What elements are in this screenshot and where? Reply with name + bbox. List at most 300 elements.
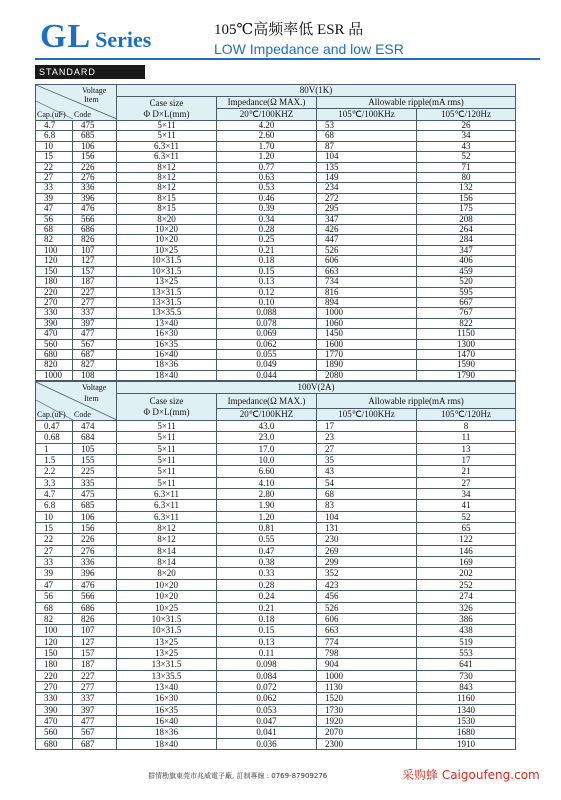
table-row [36,318,516,328]
table-row [36,266,516,276]
ripple-100khz-cell: 234 [317,183,417,193]
ripple-100khz-cell: 606 [317,613,417,624]
impedance-cell: 6.60 [217,466,317,477]
ripple-120hz-cell: 347 [417,245,516,255]
ripple-header: Allowable ripple(mA rms) [317,394,516,409]
case-size-cell: 10×25 [117,245,217,255]
case-size-cell: 8×12 [117,523,217,534]
code-cell: 685 [73,500,117,511]
ripple-120hz-cell: 1300 [417,339,516,349]
table-row [36,235,516,245]
ripple-120hz-cell: 27 [417,477,516,488]
cap-value-cell: 2.2 [36,466,73,477]
code-cell: 396 [73,568,117,579]
table-row [36,625,516,636]
impedance-cell: 0.047 [217,715,317,726]
impedance-cell: 0.24 [217,591,317,602]
ripple-100khz-cell: 904 [317,659,417,670]
ripple-120hz-cell: 459 [417,266,516,276]
table-row [36,693,516,704]
table-row [36,443,516,454]
ripple-120hz-cell: 1680 [417,727,516,738]
ripple-100khz-cell: 456 [317,591,417,602]
impedance-cell: 10.0 [217,455,317,466]
impedance-cell: 0.041 [217,727,317,738]
ripple-120hz-cell: 730 [417,670,516,681]
impedance-cell: 0.10 [217,297,317,307]
impedance-cell: 0.34 [217,214,317,224]
ripple-120hz-cell: 641 [417,659,516,670]
cap-value-cell: 39 [36,193,73,203]
ripple-condition-120hz: 105℃/120Hz [417,409,516,421]
impedance-cell: 0.28 [217,225,317,235]
brand-logo [40,18,151,56]
impedance-cell: 0.088 [217,308,317,318]
cap-value-cell: 27 [36,173,73,183]
table-row [36,704,516,715]
code-cell: 108 [73,370,117,380]
code-cell: 106 [73,511,117,522]
case-size-cell: 8×12 [117,173,217,183]
impedance-cell: 0.47 [217,545,317,556]
case-size-cell: 5×11 [117,455,217,466]
impedance-cell: 0.55 [217,534,317,545]
ripple-120hz-cell: 52 [417,152,516,162]
ripple-120hz-cell: 175 [417,204,516,214]
code-cell: 107 [73,625,117,636]
cap-value-cell: 15 [36,523,73,534]
impedance-cell: 23.0 [217,432,317,443]
cap-value-cell: 560 [36,339,73,349]
table-row [36,738,516,749]
code-cell: 474 [73,421,117,432]
code-cell: 686 [73,602,117,613]
impedance-cell: 0.13 [217,277,317,287]
impedance-cell: 0.28 [217,579,317,590]
table-row [36,183,516,193]
case-size-cell: 8×14 [117,545,217,556]
ripple-120hz-cell: 41 [417,500,516,511]
table-row [36,602,516,613]
table-row [36,256,516,266]
ripple-100khz-cell: 87 [317,141,417,151]
ripple-120hz-cell: 274 [417,591,516,602]
ripple-100khz-cell: 894 [317,297,417,307]
table-row [36,370,516,380]
impedance-cell: 1.20 [217,152,317,162]
cap-value-cell: 330 [36,308,73,318]
case-size-cell: 5×11 [117,121,217,131]
code-cell: 107 [73,245,117,255]
ripple-100khz-cell: 1920 [317,715,417,726]
impedance-cell: 43.0 [217,421,317,432]
ripple-100khz-cell: 426 [317,225,417,235]
section-label: STANDARD [35,65,145,79]
ripple-100khz-cell: 1000 [317,670,417,681]
code-cell: 187 [73,277,117,287]
corner-voltage: Voltage [82,86,107,95]
table-row [36,421,516,432]
cap-value-cell: 220 [36,287,73,297]
ripple-100khz-cell: 352 [317,568,417,579]
ripple-100khz-cell: 54 [317,477,417,488]
ripple-100khz-cell: 104 [317,511,417,522]
impedance-cell: 0.078 [217,318,317,328]
cap-value-cell: 100 [36,245,73,255]
cap-value-cell: 680 [36,738,73,749]
ripple-100khz-cell: 295 [317,204,417,214]
ripple-120hz-cell: 843 [417,681,516,692]
cap-value-cell: 150 [36,266,73,276]
case-size-cell: 8×12 [117,534,217,545]
ripple-100khz-cell: 1060 [317,318,417,328]
cap-value-cell: 4.7 [36,121,73,131]
impedance-cell: 0.084 [217,670,317,681]
ripple-condition-100khz: 105℃/100KHz [317,109,417,121]
case-size-cell: 10×31.5 [117,613,217,624]
case-size-cell: 13×40 [117,318,217,328]
code-cell: 687 [73,349,117,359]
ripple-100khz-cell: 526 [317,602,417,613]
table-row [36,636,516,647]
case-size-cell: 6.3×11 [117,152,217,162]
ripple-120hz-cell: 326 [417,602,516,613]
impedance-cell: 0.12 [217,287,317,297]
case-size-cell: 13×31.5 [117,659,217,670]
ripple-100khz-cell: 347 [317,214,417,224]
table-row [36,455,516,466]
ripple-condition-100khz: 105℃/100KHz [317,409,417,421]
case-size-cell: 18×36 [117,360,217,370]
cap-value-cell: 560 [36,727,73,738]
code-cell: 686 [73,225,117,235]
ripple-100khz-cell: 774 [317,636,417,647]
ripple-100khz-cell: 104 [317,152,417,162]
cap-value-cell: 82 [36,235,73,245]
impedance-cell: 0.15 [217,625,317,636]
case-size-header [117,97,217,121]
table-row [36,329,516,339]
code-cell: 687 [73,738,117,749]
impedance-condition: 20℃/100KHZ [217,109,317,121]
table-row [36,681,516,692]
code-cell: 475 [73,489,117,500]
table-row [36,613,516,624]
code-cell: 155 [73,455,117,466]
ripple-120hz-cell: 1910 [417,738,516,749]
ripple-100khz-cell: 135 [317,162,417,172]
impedance-cell: 0.39 [217,204,317,214]
ripple-100khz-cell: 1890 [317,360,417,370]
ripple-condition-120hz: 105℃/120Hz [417,109,516,121]
cap-value-cell: 68 [36,225,73,235]
ripple-100khz-cell: 83 [317,500,417,511]
ripple-120hz-cell: 406 [417,256,516,266]
ripple-120hz-cell: 34 [417,489,516,500]
table-row [36,214,516,224]
ripple-120hz-cell: 17 [417,455,516,466]
table-row [36,534,516,545]
ripple-100khz-cell: 35 [317,455,417,466]
code-cell: 826 [73,235,117,245]
case-size-cell: 16×30 [117,693,217,704]
code-cell: 396 [73,193,117,203]
code-cell: 226 [73,534,117,545]
code-cell: 276 [73,173,117,183]
cap-value-cell: 47 [36,579,73,590]
code-cell: 567 [73,727,117,738]
impedance-cell: 0.055 [217,349,317,359]
code-cell: 477 [73,715,117,726]
ripple-120hz-cell: 1530 [417,715,516,726]
ripple-120hz-cell: 52 [417,511,516,522]
ripple-100khz-cell: 149 [317,173,417,183]
case-size-cell: 13×31.5 [117,287,217,297]
impedance-cell: 0.21 [217,602,317,613]
cap-value-cell: 1000 [36,370,73,380]
corner-voltage: Voltage [82,383,107,392]
ripple-100khz-cell: 1730 [317,704,417,715]
cap-value-cell: 270 [36,681,73,692]
title-cn: 105℃高频率低 ESR 品 [214,22,364,38]
cap-value-cell: 6.8 [36,131,73,141]
ripple-100khz-cell: 606 [317,256,417,266]
table-row [36,349,516,359]
ripple-120hz-cell: 520 [417,277,516,287]
table-row [36,647,516,658]
case-size-cell: 16×40 [117,715,217,726]
cap-value-cell: 100 [36,625,73,636]
ripple-120hz-cell: 822 [417,318,516,328]
case-size-unit: Φ D×L(mm) [143,407,190,417]
impedance-cell: 0.13 [217,636,317,647]
table-row [36,659,516,670]
case-size-cell: 13×35.5 [117,308,217,318]
impedance-header: Impedance(Ω MAX.) [217,97,317,109]
table-row [36,162,516,172]
ripple-120hz-cell: 386 [417,613,516,624]
ripple-120hz-cell: 202 [417,568,516,579]
table-row [36,511,516,522]
case-size-cell: 10×31.5 [117,266,217,276]
table-row [36,245,516,255]
impedance-cell: 0.38 [217,557,317,568]
ripple-120hz-cell: 43 [417,141,516,151]
cap-value-cell: 220 [36,670,73,681]
footer-contact: 群情勘旗東莞市兆威電子廠, 訂制專線 : 0769-87909276 [148,772,328,780]
ripple-120hz-cell: 71 [417,162,516,172]
code-cell: 157 [73,647,117,658]
ripple-120hz-cell: 767 [417,308,516,318]
ripple-120hz-cell: 34 [417,131,516,141]
cap-value-cell: 270 [36,297,73,307]
code-cell: 566 [73,214,117,224]
impedance-cell: 1.90 [217,500,317,511]
ripple-header: Allowable ripple(mA rms) [317,97,516,109]
code-cell: 127 [73,256,117,266]
impedance-cell: 4.20 [217,121,317,131]
impedance-cell: 0.036 [217,738,317,749]
case-size-cell: 18×40 [117,370,217,380]
case-size-cell: 13×25 [117,636,217,647]
cap-value-cell: 22 [36,162,73,172]
voltage-header: 100V(2A) [117,382,516,394]
ripple-120hz-cell: 1790 [417,370,516,380]
ripple-100khz-cell: 1770 [317,349,417,359]
impedance-cell: 0.53 [217,183,317,193]
code-cell: 827 [73,360,117,370]
case-size-cell: 5×11 [117,443,217,454]
cap-value-cell: 33 [36,557,73,568]
case-size-cell: 10×20 [117,579,217,590]
table-row [36,360,516,370]
ripple-100khz-cell: 230 [317,534,417,545]
case-size-cell: 13×25 [117,277,217,287]
table-row [36,670,516,681]
ripple-100khz-cell: 2080 [317,370,417,380]
case-size-cell: 16×35 [117,339,217,349]
ripple-120hz-cell: 208 [417,214,516,224]
code-cell: 187 [73,659,117,670]
code-cell: 277 [73,297,117,307]
ripple-120hz-cell: 80 [417,173,516,183]
case-size-cell: 8×12 [117,183,217,193]
corner-item: Item [84,95,99,104]
case-size-cell: 6.3×11 [117,500,217,511]
ripple-100khz-cell: 816 [317,287,417,297]
ripple-100khz-cell: 53 [317,121,417,131]
ripple-120hz-cell: 264 [417,225,516,235]
cap-value-cell: 820 [36,360,73,370]
impedance-cell: 0.062 [217,693,317,704]
case-size-cell: 6.3×11 [117,141,217,151]
case-size-cell: 13×40 [117,681,217,692]
impedance-cell: 0.072 [217,681,317,692]
code-cell: 337 [73,693,117,704]
table-row [36,225,516,235]
header-titles [214,18,404,57]
ripple-120hz-cell: 252 [417,579,516,590]
table-row [36,489,516,500]
ripple-120hz-cell: 595 [417,287,516,297]
case-size-cell: 5×11 [117,131,217,141]
case-size-cell: 16×35 [117,704,217,715]
ripple-120hz-cell: 1340 [417,704,516,715]
cap-value-cell: 0.68 [36,432,73,443]
ripple-120hz-cell: 8 [417,421,516,432]
ripple-100khz-cell: 663 [317,266,417,276]
cap-value-cell: 390 [36,318,73,328]
ripple-100khz-cell: 798 [317,647,417,658]
cap-value-cell: 6.8 [36,500,73,511]
cap-value-cell: 82 [36,613,73,624]
ripple-120hz-cell: 65 [417,523,516,534]
case-size-cell: 8×20 [117,568,217,579]
case-size-label: Case size [149,396,184,406]
ripple-120hz-cell: 169 [417,557,516,568]
impedance-condition: 20℃/100KHZ [217,409,317,421]
table-row [36,277,516,287]
code-cell: 227 [73,287,117,297]
code-cell: 226 [73,162,117,172]
ripple-120hz-cell: 519 [417,636,516,647]
cap-value-cell: 27 [36,545,73,556]
cap-value-cell: 150 [36,647,73,658]
corner-code: Code [74,410,91,419]
case-size-cell: 8×14 [117,557,217,568]
cap-value-cell: 1 [36,443,73,454]
code-cell: 156 [73,152,117,162]
impedance-cell: 0.21 [217,245,317,255]
ripple-100khz-cell: 68 [317,489,417,500]
code-cell: 225 [73,466,117,477]
table-row [36,591,516,602]
ripple-120hz-cell: 553 [417,647,516,658]
impedance-cell: 4.10 [217,477,317,488]
table-row [36,523,516,534]
case-size-cell: 8×12 [117,162,217,172]
cap-value-cell: 10 [36,141,73,151]
ripple-100khz-cell: 1450 [317,329,417,339]
impedance-cell: 0.11 [217,647,317,658]
ripple-120hz-cell: 156 [417,193,516,203]
brand-series: Series [95,27,152,52]
ripple-120hz-cell: 132 [417,183,516,193]
code-cell: 105 [73,443,117,454]
code-cell: 567 [73,339,117,349]
cap-value-cell: 15 [36,152,73,162]
table-row [36,141,516,151]
impedance-header: Impedance(Ω MAX.) [217,394,317,409]
table-row [36,579,516,590]
ripple-120hz-cell: 1590 [417,360,516,370]
ripple-120hz-cell: 11 [417,432,516,443]
cap-value-cell: 10 [36,511,73,522]
table-row [36,500,516,511]
table-row [36,204,516,214]
ripple-120hz-cell: 438 [417,625,516,636]
table-row [36,308,516,318]
case-size-cell: 10×31.5 [117,256,217,266]
code-cell: 336 [73,183,117,193]
impedance-cell: 0.062 [217,339,317,349]
cap-value-cell: 330 [36,693,73,704]
cap-value-cell: 39 [36,568,73,579]
ripple-100khz-cell: 1000 [317,308,417,318]
case-size-cell: 13×31.5 [117,297,217,307]
code-cell: 227 [73,670,117,681]
table-row [36,339,516,349]
ripple-120hz-cell: 1160 [417,693,516,704]
ripple-100khz-cell: 131 [317,523,417,534]
code-cell: 156 [73,523,117,534]
cap-value-cell: 390 [36,704,73,715]
code-cell: 336 [73,557,117,568]
table-row [36,557,516,568]
table-row [36,477,516,488]
ripple-120hz-cell: 1150 [417,329,516,339]
case-size-cell: 16×30 [117,329,217,339]
table-row [36,287,516,297]
cap-value-cell: 680 [36,349,73,359]
case-size-cell: 10×25 [117,602,217,613]
ripple-120hz-cell: 667 [417,297,516,307]
impedance-cell: 0.053 [217,704,317,715]
case-size-cell: 6.3×11 [117,511,217,522]
table-row [36,297,516,307]
code-cell: 277 [73,681,117,692]
header-divider [35,58,540,60]
